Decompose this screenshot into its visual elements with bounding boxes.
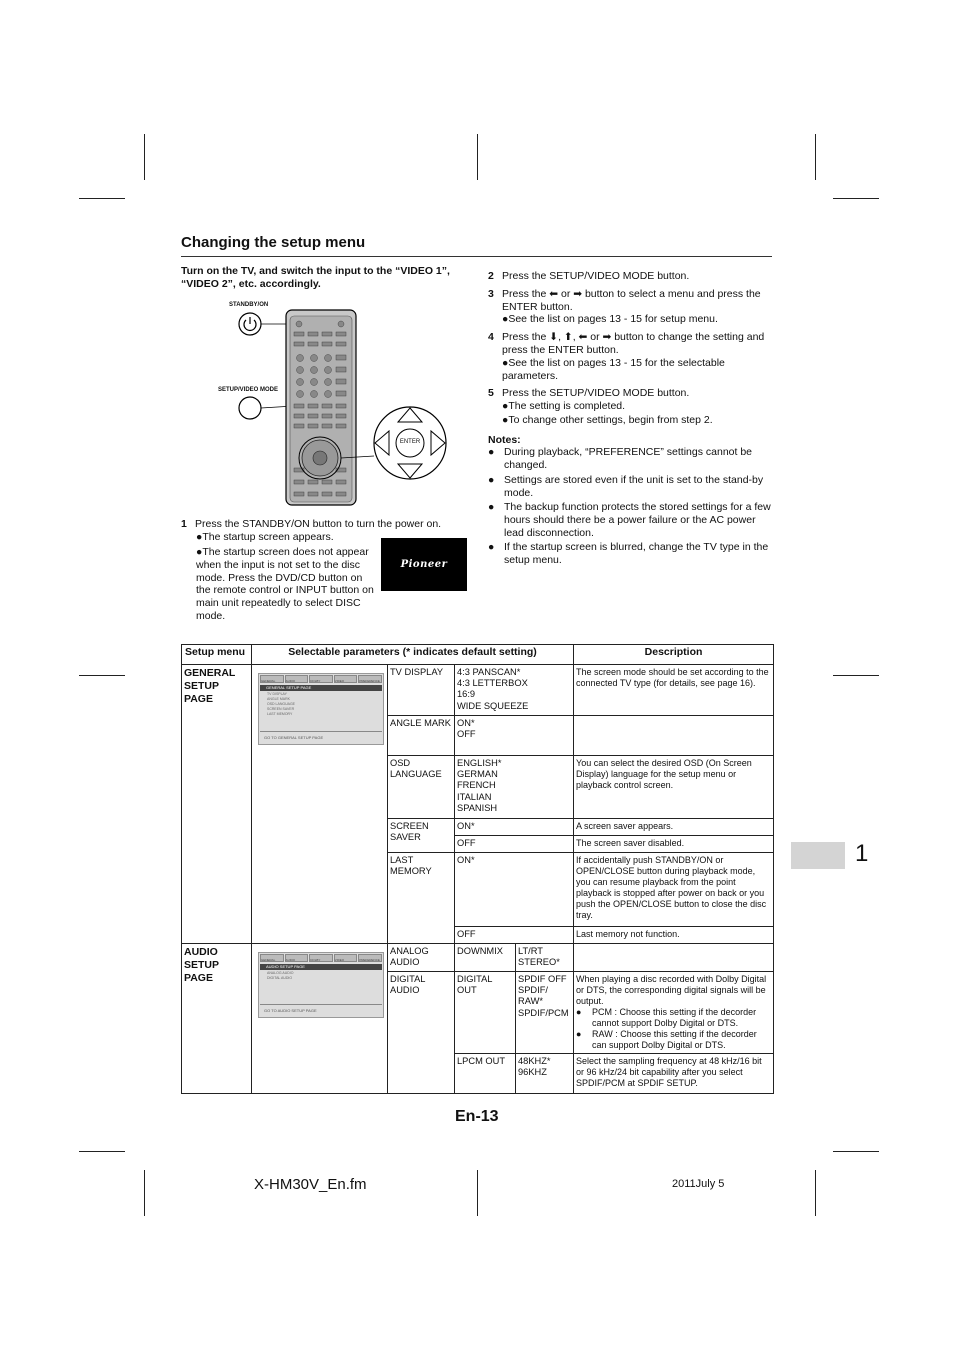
note-item — [488, 474, 773, 500]
header-description: Description — [574, 645, 774, 665]
desc-last-off: Last memory not function. — [574, 927, 774, 944]
setup-label: SETUP/VIDEO MODE — [218, 387, 279, 393]
opts-angle-mark: ON* OFF — [455, 716, 574, 756]
bullet-icon: ● — [488, 501, 495, 513]
param-last-memory: LAST MEMORY — [388, 853, 455, 944]
pioneer-startup-screen — [381, 538, 467, 591]
crop-mark — [79, 198, 125, 199]
thumb-tab: VIDEO — [334, 954, 358, 962]
desc-tv-display: The screen mode should be set according to the connected TV type (for details, see page 16). — [574, 665, 774, 716]
step-4 — [488, 331, 773, 357]
param-analog-audio: ANALOG AUDIO — [388, 944, 455, 972]
crop-mark — [477, 1170, 478, 1216]
thumb-bar: GENERAL SETUP PAGE — [260, 685, 382, 691]
note-item — [488, 541, 773, 567]
standby-label: STANDBY/ON — [229, 302, 269, 308]
footer-date: 2011July 5 — [672, 1178, 725, 1190]
general-setup-thumbnail — [258, 673, 384, 745]
note-item — [488, 501, 773, 540]
opt-last-off: OFF — [455, 927, 574, 944]
bullet-icon: ● — [488, 474, 495, 486]
audio-thumbnail-cell — [252, 944, 388, 1094]
param-angle-mark: ANGLE MARK — [388, 716, 455, 756]
section-title: Changing the setup menu — [181, 234, 366, 251]
param-osd-language: OSD LANGUAGE — [388, 756, 455, 819]
enter-button-label: ENTER — [399, 439, 421, 445]
step-number: 5 — [488, 387, 494, 399]
desc-saver-off: The screen saver disabled. — [574, 836, 774, 853]
crop-mark — [833, 1151, 879, 1152]
note-text: If the startup screen is blurred, change the TV type in the setup menu. — [504, 541, 769, 566]
notes-title: Notes: — [488, 434, 521, 446]
step-3-bullet: ●See the list on pages 13 - 15 for setup menu. — [502, 313, 718, 325]
thumb-tab: VIDEO — [334, 675, 358, 683]
thumb-tab: PREFERENCE — [358, 954, 382, 962]
footer-filename: X-HM30V_En.fm — [254, 1176, 367, 1193]
step-text: Press the ⬇, ⬆, ⬅ or ➡ button to change the setting and press the ENTER button. — [502, 331, 765, 356]
audio-setup-thumbnail — [258, 952, 384, 1018]
pioneer-logo: Pioneer — [400, 559, 448, 570]
desc-angle-mark — [574, 716, 774, 756]
thumb-line: DIGITAL AUDIO — [267, 976, 293, 980]
crop-mark — [833, 675, 879, 676]
pcm-desc-text: PCM : Choose this setting if the decorder cannot support Dolby Digital or DTS. — [592, 1007, 757, 1028]
param-downmix: DOWNMIX — [455, 944, 516, 972]
crop-mark — [815, 134, 816, 180]
step-5 — [488, 387, 773, 400]
bullet-icon: ● — [576, 1007, 582, 1017]
desc-downmix — [574, 944, 774, 972]
menu-general: GENERAL SETUP PAGE — [182, 665, 252, 944]
bullet-icon: ● — [488, 541, 495, 553]
step-5-bullet: ●The setting is completed. — [502, 400, 626, 412]
desc-osd-language: You can select the desired OSD (On Screen Display) language for the setup menu or playback control screen. — [574, 756, 774, 819]
step-1-bullet: ●The startup screen does not appear when the input is not set to the disc mode. Press the DVD/CD button on the remote control or INPUT button on main unit repeatedly to select DISC mode. — [196, 546, 374, 622]
step-text: Press the SETUP/VIDEO MODE button. — [502, 387, 690, 399]
opt-last-on: ON* — [455, 853, 574, 927]
crop-mark — [79, 1151, 125, 1152]
opt-saver-on: ON* — [455, 819, 574, 836]
header-setup-menu: Setup menu — [182, 645, 252, 665]
note-text: Settings are stored even if the unit is set to the stand-by mode. — [504, 474, 764, 499]
opts-osd-language: ENGLISH* GERMAN FRENCH ITALIAN SPANISH — [455, 756, 574, 819]
crop-mark — [477, 134, 478, 180]
step-3 — [488, 288, 773, 314]
bullet-icon: ● — [576, 1029, 582, 1039]
note-item — [488, 446, 773, 472]
pcm-note — [576, 1007, 771, 1029]
desc-last-on: If accidentally push STANDBY/ON or OPEN/CLOSE button during playback mode, you can resume playback from the point playback is stopped after power on back or you push the OPEN/CLOSE button to close the disc tray. — [574, 853, 774, 927]
step-2 — [488, 270, 773, 283]
step-4-bullet: ●See the list on pages 13 - 15 for the selectable parameters. — [502, 357, 725, 382]
opts-tv-display: 4:3 PANSCAN* 4:3 LETTERBOX 16:9 WIDE SQUEEZE — [455, 665, 574, 716]
intro-text: Turn on the TV, and switch the input to the “VIDEO 1”, “VIDEO 2”, etc. accordingly. — [181, 265, 450, 290]
header-parameters: Selectable parameters (* indicates default setting) — [252, 645, 574, 665]
opts-downmix: LT/RT STEREO* — [516, 944, 574, 972]
step-text: Press the SETUP/VIDEO MODE button. — [502, 270, 690, 282]
param-tv-display: TV DISPLAY — [388, 665, 455, 716]
desc-saver-on: A screen saver appears. — [574, 819, 774, 836]
note-text: The backup function protects the stored settings for a few hours should there be a power failure or the AC power lead disconnection. — [504, 501, 771, 539]
menu-audio: AUDIO SETUP PAGE — [182, 944, 252, 1094]
raw-desc-text: RAW : Choose this setting if the decorder can support Dolby Digital or DTS. — [592, 1029, 757, 1050]
thumb-line: SCREEN SAVER — [267, 707, 295, 711]
step-number: 3 — [488, 288, 494, 300]
thumb-footer: GO TO AUDIO SETUP PAGE — [260, 1004, 382, 1016]
note-text: During playback, “PREFERENCE” settings cannot be changed. — [504, 446, 753, 471]
crop-mark — [815, 1170, 816, 1216]
step-text: Press the ⬅ or ➡ button to select a menu and press the ENTER button. — [502, 288, 761, 313]
thumb-tab: DOLBY — [309, 675, 333, 683]
title-rule — [181, 256, 772, 257]
raw-note — [576, 1029, 771, 1051]
opts-lpcm-out: 48KHZ* 96KHZ — [516, 1054, 574, 1094]
step-number: 1 — [181, 518, 187, 530]
thumb-tab: DOLBY — [309, 954, 333, 962]
step-1 — [181, 518, 471, 531]
step-1-bullet: ●The startup screen appears. — [196, 531, 334, 543]
chapter-number: 1 — [855, 840, 869, 867]
param-digital-audio: DIGITAL AUDIO — [388, 972, 455, 1094]
step-number: 4 — [488, 331, 494, 343]
step-5-bullet: ●To change other settings, begin from step 2. — [502, 414, 713, 426]
desc-lpcm-out: Select the sampling frequency at 48 kHz/16 bit or 96 kHz/24 bit capability after you select SPDIF/PCM at SPDIF SETUP. — [574, 1054, 774, 1094]
step-number: 2 — [488, 270, 494, 282]
opt-saver-off: OFF — [455, 836, 574, 853]
setup-menu-table — [181, 644, 774, 1094]
thumb-tab: AUDIO — [285, 954, 309, 962]
bullet-icon: ● — [488, 446, 495, 458]
thumb-line: TV DISPLAY — [267, 692, 287, 696]
thumb-line: ANALOG AUDIO — [267, 971, 294, 975]
setup-button-icon — [239, 397, 261, 419]
remote-control-illustration — [234, 308, 464, 508]
chapter-tab — [791, 842, 845, 869]
thumb-line: LAST MEMORY — [267, 712, 293, 716]
thumb-tab: GENERAL — [260, 954, 284, 962]
thumb-footer: GO TO GENERAL SETUP PAGE — [260, 731, 382, 743]
thumb-tab: GENERAL — [260, 675, 284, 683]
page-number: En-13 — [455, 1108, 499, 1125]
crop-mark — [144, 134, 145, 180]
crop-mark — [144, 1170, 145, 1216]
step-text: Press the STANDBY/ON button to turn the power on. — [195, 518, 442, 530]
crop-mark — [833, 198, 879, 199]
opts-digital-out: SPDIF OFF SPDIF/ RAW* SPDIF/PCM — [516, 972, 574, 1054]
param-lpcm-out: LPCM OUT — [455, 1054, 516, 1094]
thumb-tab: AUDIO — [285, 675, 309, 683]
thumb-tab: PREFERENCE — [358, 675, 382, 683]
crop-mark — [79, 675, 125, 676]
param-screen-saver: SCREEN SAVER — [388, 819, 455, 853]
thumb-line: OSD LANGUAGE — [267, 702, 296, 706]
general-thumbnail-cell — [252, 665, 388, 944]
thumb-bar: AUDIO SETUP PAGE — [260, 964, 382, 970]
thumb-line: ANGLE MARK — [267, 697, 290, 701]
param-digital-out: DIGITAL OUT — [455, 972, 516, 1054]
digital-out-desc-text: When playing a disc recorded with Dolby Digital or DTS, the corresponding digital signals will be output. — [576, 974, 767, 1006]
desc-digital-out — [574, 972, 774, 1054]
